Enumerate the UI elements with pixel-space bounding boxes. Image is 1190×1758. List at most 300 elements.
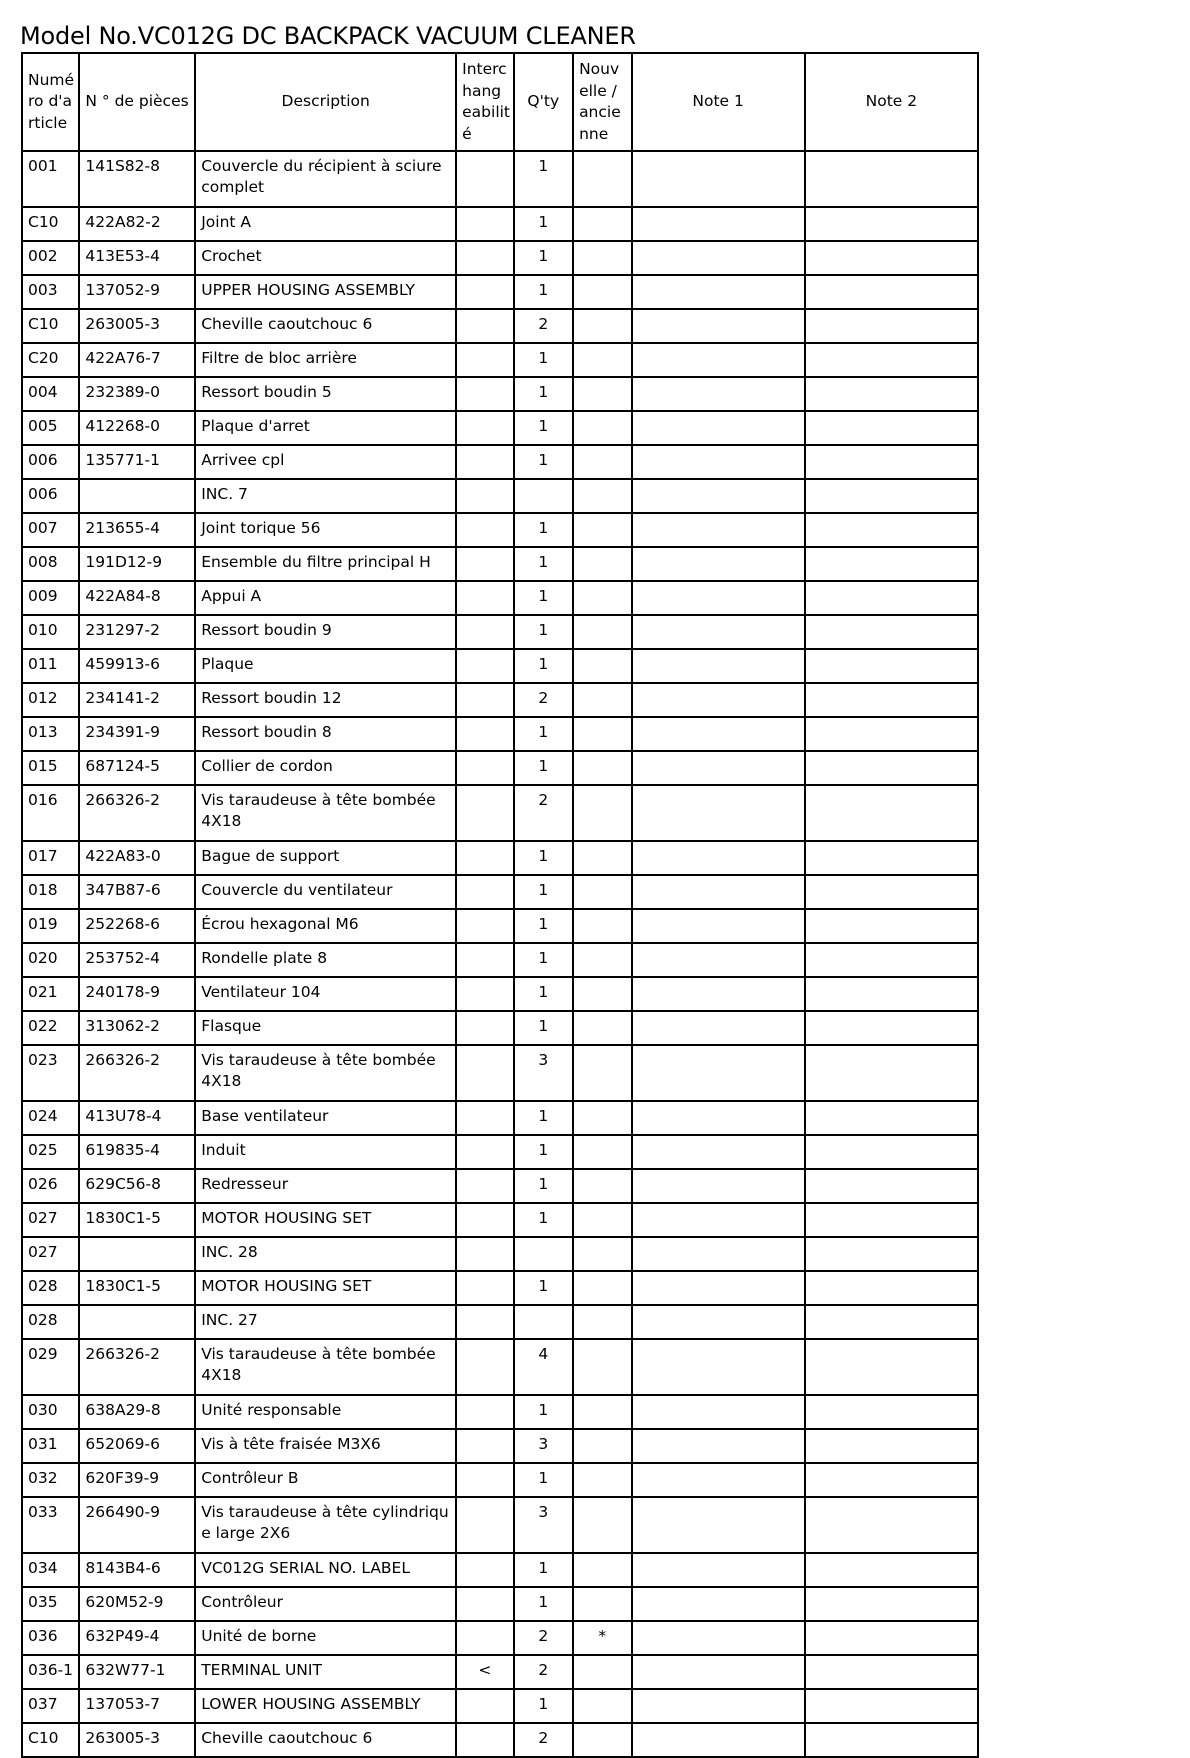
cell-item-no: 036-1 xyxy=(22,1655,79,1689)
cell-qty xyxy=(514,1305,574,1339)
cell-note-2 xyxy=(805,1723,978,1757)
cell-item-no: 022 xyxy=(22,1011,79,1045)
cell-item-no: 027 xyxy=(22,1237,79,1271)
cell-item-no: 005 xyxy=(22,411,79,445)
cell-part-no: 632W77-1 xyxy=(79,1655,195,1689)
cell-interchangeability xyxy=(456,207,513,241)
cell-note-2 xyxy=(805,977,978,1011)
cell-new-old xyxy=(573,977,631,1011)
cell-interchangeability xyxy=(456,875,513,909)
table-row xyxy=(22,1237,978,1271)
cell-description: Cheville caoutchouc 6 xyxy=(195,1723,456,1757)
table-row xyxy=(22,1655,978,1689)
cell-qty: 2 xyxy=(514,1655,574,1689)
table-row xyxy=(22,1045,978,1101)
header-row xyxy=(22,53,978,151)
cell-new-old xyxy=(573,1723,631,1757)
cell-qty: 1 xyxy=(514,1395,574,1429)
cell-new-old xyxy=(573,1553,631,1587)
cell-note-1 xyxy=(632,1655,805,1689)
cell-part-no: 638A29-8 xyxy=(79,1395,195,1429)
cell-interchangeability xyxy=(456,751,513,785)
cell-interchangeability xyxy=(456,479,513,513)
cell-description: INC. 28 xyxy=(195,1237,456,1271)
cell-part-no: 266326-2 xyxy=(79,1339,195,1395)
table-row xyxy=(22,909,978,943)
cell-note-1 xyxy=(632,683,805,717)
table-row xyxy=(22,1101,978,1135)
cell-item-no: 021 xyxy=(22,977,79,1011)
cell-qty: 1 xyxy=(514,909,574,943)
header-new-old: Nouv elle / ancie nne xyxy=(573,53,631,151)
cell-description: TERMINAL UNIT xyxy=(195,1655,456,1689)
cell-note-2 xyxy=(805,875,978,909)
cell-interchangeability xyxy=(456,581,513,615)
cell-part-no: 232389-0 xyxy=(79,377,195,411)
cell-note-2 xyxy=(805,785,978,841)
cell-part-no xyxy=(79,1305,195,1339)
cell-part-no: 619835-4 xyxy=(79,1135,195,1169)
cell-interchangeability xyxy=(456,275,513,309)
cell-note-1 xyxy=(632,1203,805,1237)
cell-note-2 xyxy=(805,1101,978,1135)
cell-new-old xyxy=(573,909,631,943)
cell-item-no: 011 xyxy=(22,649,79,683)
cell-description: Bague de support xyxy=(195,841,456,875)
cell-note-1 xyxy=(632,151,805,207)
header-note-2: Note 2 xyxy=(805,53,978,151)
cell-new-old xyxy=(573,1689,631,1723)
cell-note-1 xyxy=(632,943,805,977)
header-item-no: Numé ro d'a rticle xyxy=(22,53,79,151)
cell-interchangeability xyxy=(456,615,513,649)
cell-note-1 xyxy=(632,875,805,909)
cell-note-1 xyxy=(632,343,805,377)
cell-interchangeability: < xyxy=(456,1655,513,1689)
cell-description: Crochet xyxy=(195,241,456,275)
cell-note-1 xyxy=(632,909,805,943)
cell-qty: 1 xyxy=(514,1011,574,1045)
cell-description: MOTOR HOUSING SET xyxy=(195,1203,456,1237)
cell-note-2 xyxy=(805,411,978,445)
cell-part-no: 412268-0 xyxy=(79,411,195,445)
cell-part-no: 8143B4-6 xyxy=(79,1553,195,1587)
table-row xyxy=(22,343,978,377)
cell-note-1 xyxy=(632,1621,805,1655)
cell-qty: 1 xyxy=(514,513,574,547)
cell-note-2 xyxy=(805,1169,978,1203)
cell-qty xyxy=(514,1237,574,1271)
header-part-no: N ° de pièces xyxy=(79,53,195,151)
cell-note-1 xyxy=(632,841,805,875)
cell-item-no: 029 xyxy=(22,1339,79,1395)
cell-part-no: 687124-5 xyxy=(79,751,195,785)
cell-part-no: 629C56-8 xyxy=(79,1169,195,1203)
table-row xyxy=(22,1395,978,1429)
cell-note-2 xyxy=(805,445,978,479)
cell-part-no: 137052-9 xyxy=(79,275,195,309)
cell-new-old xyxy=(573,547,631,581)
cell-qty: 1 xyxy=(514,547,574,581)
table-row xyxy=(22,207,978,241)
cell-description: Écrou hexagonal M6 xyxy=(195,909,456,943)
cell-note-1 xyxy=(632,1395,805,1429)
table-row xyxy=(22,275,978,309)
cell-interchangeability xyxy=(456,785,513,841)
cell-interchangeability xyxy=(456,1723,513,1757)
cell-qty: 1 xyxy=(514,1203,574,1237)
cell-item-no: 008 xyxy=(22,547,79,581)
cell-interchangeability xyxy=(456,977,513,1011)
cell-item-no: 007 xyxy=(22,513,79,547)
cell-note-2 xyxy=(805,1395,978,1429)
cell-new-old xyxy=(573,649,631,683)
cell-item-no: 026 xyxy=(22,1169,79,1203)
cell-qty: 1 xyxy=(514,751,574,785)
cell-description: Base ventilateur xyxy=(195,1101,456,1135)
table-row xyxy=(22,1689,978,1723)
cell-new-old xyxy=(573,581,631,615)
cell-new-old xyxy=(573,1135,631,1169)
cell-note-2 xyxy=(805,1463,978,1497)
cell-interchangeability xyxy=(456,1689,513,1723)
cell-new-old xyxy=(573,445,631,479)
cell-new-old: * xyxy=(573,1621,631,1655)
cell-qty: 1 xyxy=(514,1463,574,1497)
cell-new-old xyxy=(573,151,631,207)
table-row xyxy=(22,615,978,649)
cell-note-1 xyxy=(632,241,805,275)
cell-qty: 1 xyxy=(514,445,574,479)
cell-description: Ressort boudin 12 xyxy=(195,683,456,717)
cell-note-1 xyxy=(632,513,805,547)
cell-part-no: 620M52-9 xyxy=(79,1587,195,1621)
cell-note-1 xyxy=(632,649,805,683)
table-row xyxy=(22,1305,978,1339)
page-title: Model No.VC012G DC BACKPACK VACUUM CLEANER xyxy=(20,22,636,50)
cell-description: Filtre de bloc arrière xyxy=(195,343,456,377)
cell-interchangeability xyxy=(456,1203,513,1237)
cell-interchangeability xyxy=(456,411,513,445)
cell-qty: 3 xyxy=(514,1045,574,1101)
cell-qty: 1 xyxy=(514,615,574,649)
table-row xyxy=(22,547,978,581)
cell-qty: 3 xyxy=(514,1429,574,1463)
cell-note-1 xyxy=(632,717,805,751)
cell-interchangeability xyxy=(456,1429,513,1463)
cell-part-no: 266326-2 xyxy=(79,1045,195,1101)
cell-new-old xyxy=(573,1305,631,1339)
header-description: Description xyxy=(195,53,456,151)
table-row xyxy=(22,1497,978,1553)
cell-note-1 xyxy=(632,1689,805,1723)
cell-part-no: 191D12-9 xyxy=(79,547,195,581)
cell-new-old xyxy=(573,479,631,513)
table-header xyxy=(22,53,978,151)
cell-item-no: 001 xyxy=(22,151,79,207)
cell-interchangeability xyxy=(456,343,513,377)
cell-item-no: 032 xyxy=(22,1463,79,1497)
cell-item-no: 027 xyxy=(22,1203,79,1237)
cell-new-old xyxy=(573,1395,631,1429)
cell-qty: 2 xyxy=(514,785,574,841)
cell-note-2 xyxy=(805,1271,978,1305)
cell-note-1 xyxy=(632,1045,805,1101)
table-row xyxy=(22,1011,978,1045)
cell-new-old xyxy=(573,1587,631,1621)
cell-qty: 1 xyxy=(514,1169,574,1203)
cell-qty: 1 xyxy=(514,241,574,275)
cell-note-2 xyxy=(805,1305,978,1339)
cell-note-2 xyxy=(805,649,978,683)
table-row xyxy=(22,1621,978,1655)
cell-new-old xyxy=(573,241,631,275)
table-row xyxy=(22,1429,978,1463)
cell-interchangeability xyxy=(456,1237,513,1271)
cell-description: MOTOR HOUSING SET xyxy=(195,1271,456,1305)
cell-note-1 xyxy=(632,1237,805,1271)
cell-note-2 xyxy=(805,1339,978,1395)
cell-interchangeability xyxy=(456,943,513,977)
cell-note-1 xyxy=(632,1271,805,1305)
cell-item-no: 028 xyxy=(22,1271,79,1305)
cell-new-old xyxy=(573,275,631,309)
header-note-1: Note 1 xyxy=(632,53,805,151)
cell-qty xyxy=(514,479,574,513)
cell-qty: 2 xyxy=(514,683,574,717)
cell-note-1 xyxy=(632,1463,805,1497)
cell-item-no: 016 xyxy=(22,785,79,841)
cell-item-no: 002 xyxy=(22,241,79,275)
cell-part-no: 1830C1-5 xyxy=(79,1203,195,1237)
cell-item-no: 020 xyxy=(22,943,79,977)
cell-interchangeability xyxy=(456,1553,513,1587)
cell-qty: 1 xyxy=(514,1689,574,1723)
cell-interchangeability xyxy=(456,151,513,207)
cell-item-no: 025 xyxy=(22,1135,79,1169)
cell-note-1 xyxy=(632,547,805,581)
cell-qty: 1 xyxy=(514,207,574,241)
cell-interchangeability xyxy=(456,1587,513,1621)
cell-part-no: 347B87-6 xyxy=(79,875,195,909)
table-row xyxy=(22,581,978,615)
cell-item-no: C10 xyxy=(22,309,79,343)
cell-note-1 xyxy=(632,1587,805,1621)
cell-qty: 1 xyxy=(514,649,574,683)
cell-note-2 xyxy=(805,683,978,717)
cell-interchangeability xyxy=(456,1305,513,1339)
table-row xyxy=(22,977,978,1011)
table-row xyxy=(22,309,978,343)
cell-description: Vis taraudeuse à tête bombée 4X18 xyxy=(195,1045,456,1101)
cell-new-old xyxy=(573,1169,631,1203)
cell-note-2 xyxy=(805,1237,978,1271)
cell-description: UPPER HOUSING ASSEMBLY xyxy=(195,275,456,309)
cell-note-2 xyxy=(805,309,978,343)
table-row xyxy=(22,513,978,547)
cell-description: Couvercle du ventilateur xyxy=(195,875,456,909)
cell-description: Ensemble du filtre principal H xyxy=(195,547,456,581)
cell-description: Unité de borne xyxy=(195,1621,456,1655)
cell-qty: 1 xyxy=(514,977,574,1011)
table-row xyxy=(22,241,978,275)
cell-interchangeability xyxy=(456,909,513,943)
cell-note-2 xyxy=(805,1011,978,1045)
cell-description: Joint A xyxy=(195,207,456,241)
cell-interchangeability xyxy=(456,1463,513,1497)
cell-new-old xyxy=(573,875,631,909)
cell-qty: 1 xyxy=(514,581,574,615)
cell-part-no: 459913-6 xyxy=(79,649,195,683)
cell-note-1 xyxy=(632,751,805,785)
cell-note-2 xyxy=(805,943,978,977)
cell-item-no: 034 xyxy=(22,1553,79,1587)
cell-part-no: 422A82-2 xyxy=(79,207,195,241)
cell-interchangeability xyxy=(456,649,513,683)
cell-description: VC012G SERIAL NO. LABEL xyxy=(195,1553,456,1587)
cell-qty: 1 xyxy=(514,1587,574,1621)
cell-item-no: 024 xyxy=(22,1101,79,1135)
cell-interchangeability xyxy=(456,309,513,343)
cell-item-no: 006 xyxy=(22,445,79,479)
cell-note-2 xyxy=(805,513,978,547)
cell-description: Ressort boudin 5 xyxy=(195,377,456,411)
cell-note-1 xyxy=(632,377,805,411)
cell-note-2 xyxy=(805,1045,978,1101)
cell-note-1 xyxy=(632,309,805,343)
cell-note-1 xyxy=(632,615,805,649)
cell-interchangeability xyxy=(456,1169,513,1203)
cell-part-no: 240178-9 xyxy=(79,977,195,1011)
cell-note-2 xyxy=(805,479,978,513)
table-row xyxy=(22,411,978,445)
cell-qty: 4 xyxy=(514,1339,574,1395)
cell-part-no: 213655-4 xyxy=(79,513,195,547)
table-row xyxy=(22,1339,978,1395)
cell-qty: 1 xyxy=(514,343,574,377)
cell-new-old xyxy=(573,513,631,547)
cell-new-old xyxy=(573,207,631,241)
cell-note-2 xyxy=(805,1553,978,1587)
cell-qty: 2 xyxy=(514,1723,574,1757)
cell-note-2 xyxy=(805,1621,978,1655)
cell-item-no: 012 xyxy=(22,683,79,717)
cell-part-no: 422A84-8 xyxy=(79,581,195,615)
table-row xyxy=(22,943,978,977)
cell-note-2 xyxy=(805,1429,978,1463)
cell-interchangeability xyxy=(456,547,513,581)
cell-interchangeability xyxy=(456,683,513,717)
table-row xyxy=(22,1169,978,1203)
table-row xyxy=(22,751,978,785)
cell-item-no: 033 xyxy=(22,1497,79,1553)
cell-qty: 1 xyxy=(514,717,574,751)
cell-part-no: 313062-2 xyxy=(79,1011,195,1045)
cell-note-2 xyxy=(805,909,978,943)
cell-new-old xyxy=(573,943,631,977)
table-row xyxy=(22,1723,978,1757)
table-row xyxy=(22,377,978,411)
cell-note-2 xyxy=(805,547,978,581)
cell-note-1 xyxy=(632,411,805,445)
cell-note-2 xyxy=(805,1135,978,1169)
table-row xyxy=(22,683,978,717)
cell-interchangeability xyxy=(456,241,513,275)
cell-item-no: 018 xyxy=(22,875,79,909)
cell-part-no: 234141-2 xyxy=(79,683,195,717)
cell-note-1 xyxy=(632,1339,805,1395)
header-interchangeability: Interc hang eabilit é xyxy=(456,53,513,151)
cell-new-old xyxy=(573,751,631,785)
cell-note-2 xyxy=(805,841,978,875)
cell-note-2 xyxy=(805,241,978,275)
cell-item-no: 037 xyxy=(22,1689,79,1723)
cell-interchangeability xyxy=(456,1395,513,1429)
cell-note-2 xyxy=(805,581,978,615)
cell-part-no: 266326-2 xyxy=(79,785,195,841)
cell-interchangeability xyxy=(456,1045,513,1101)
cell-description: Contrôleur xyxy=(195,1587,456,1621)
cell-new-old xyxy=(573,309,631,343)
cell-note-1 xyxy=(632,1497,805,1553)
cell-qty: 1 xyxy=(514,275,574,309)
cell-item-no: 006 xyxy=(22,479,79,513)
cell-note-1 xyxy=(632,275,805,309)
cell-interchangeability xyxy=(456,1135,513,1169)
cell-interchangeability xyxy=(456,1497,513,1553)
cell-item-no: 028 xyxy=(22,1305,79,1339)
cell-description: Joint torique 56 xyxy=(195,513,456,547)
cell-new-old xyxy=(573,343,631,377)
cell-interchangeability xyxy=(456,1011,513,1045)
cell-item-no: C10 xyxy=(22,1723,79,1757)
cell-description: Unité responsable xyxy=(195,1395,456,1429)
cell-new-old xyxy=(573,841,631,875)
table-row xyxy=(22,785,978,841)
cell-note-1 xyxy=(632,445,805,479)
cell-new-old xyxy=(573,1271,631,1305)
table-row xyxy=(22,1203,978,1237)
cell-new-old xyxy=(573,1203,631,1237)
cell-note-1 xyxy=(632,1429,805,1463)
cell-interchangeability xyxy=(456,1101,513,1135)
cell-interchangeability xyxy=(456,445,513,479)
cell-description: Arrivee cpl xyxy=(195,445,456,479)
cell-note-2 xyxy=(805,1587,978,1621)
table-row xyxy=(22,151,978,207)
cell-note-1 xyxy=(632,1169,805,1203)
cell-note-1 xyxy=(632,1101,805,1135)
cell-description: Plaque d'arret xyxy=(195,411,456,445)
cell-item-no: 030 xyxy=(22,1395,79,1429)
cell-qty: 2 xyxy=(514,1621,574,1655)
cell-part-no: 422A76-7 xyxy=(79,343,195,377)
cell-part-no: 620F39-9 xyxy=(79,1463,195,1497)
cell-part-no: 135771-1 xyxy=(79,445,195,479)
table-row xyxy=(22,1271,978,1305)
cell-qty: 1 xyxy=(514,151,574,207)
cell-item-no: 004 xyxy=(22,377,79,411)
cell-description: Ressort boudin 9 xyxy=(195,615,456,649)
cell-description: Ventilateur 104 xyxy=(195,977,456,1011)
cell-description: Contrôleur B xyxy=(195,1463,456,1497)
cell-description: LOWER HOUSING ASSEMBLY xyxy=(195,1689,456,1723)
cell-note-2 xyxy=(805,615,978,649)
table-row xyxy=(22,1463,978,1497)
cell-part-no: 141S82-8 xyxy=(79,151,195,207)
cell-qty: 1 xyxy=(514,1101,574,1135)
cell-part-no: 231297-2 xyxy=(79,615,195,649)
